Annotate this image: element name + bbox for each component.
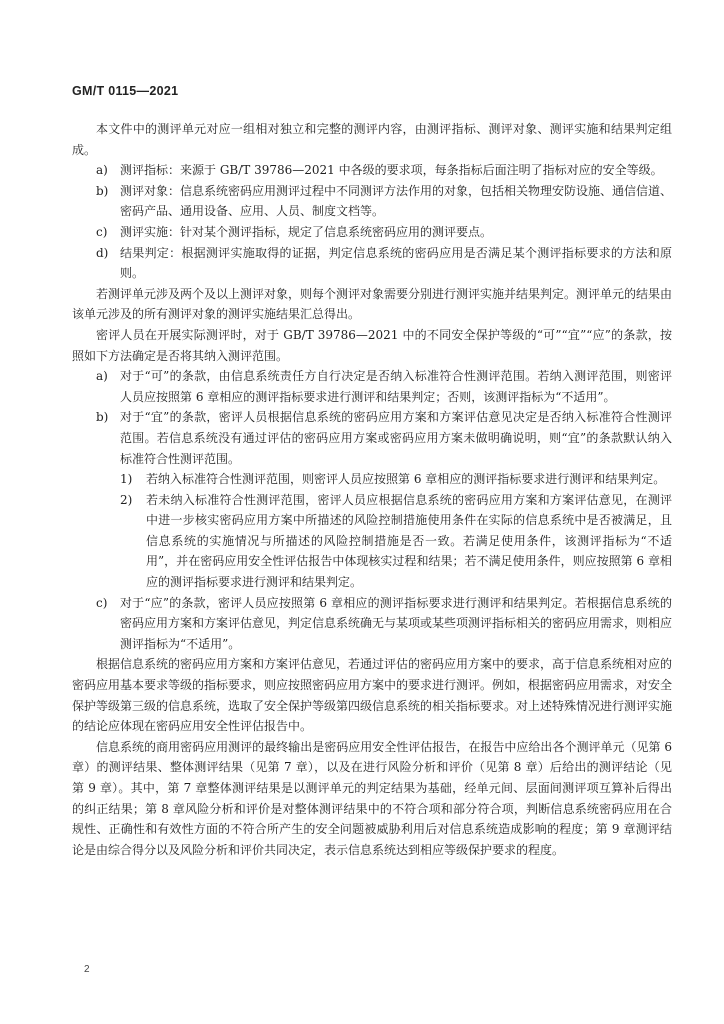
list-item: [72, 366, 672, 407]
list-item: [72, 243, 672, 284]
list-item-label: a): [96, 369, 108, 384]
list-item: [72, 407, 672, 469]
paragraph-final-output: 信息系统的商用密码应用测评的最终输出是密码应用安全性评估报告，在报告中应给出各个测评单元（见第 6 章）的测评结果、整体测评结果（见第 7 章），以及在进行风险分析和评价（见第 8 章）后给出的测评结论（见第 9 章）。其中，第 7 章整体测评结果是以测评单元的判定结果为基础，经单元间、层面间测评项互算补后得出的纠正结果；第 8 章风险分析和评价是对整体测评结果中的不符合项和部分符合项，判断信息系统密码应用在合规性、正确性和有效性方面的不符合所产生的安全问题被威胁利用后对信息系统造成影响的程度；第 9 章测评结论是由综合得分以及风险分析和评价共同决定，表示信息系统达到相应等级保护要求的程度。: [72, 739, 672, 857]
list-item: [72, 181, 672, 222]
list-item: [72, 593, 672, 655]
sub-list-item-label: 2): [120, 492, 133, 507]
list-item-text: 对于“宜”的条款，密评人员根据信息系统的密码应用方案和方案评估意见决定是否纳入标准符合性测评范围。若信息系统没有通过评估的密码应用方案或密码应用方案未做明确说明，则“宜”的条款默认纳入标准符合性测评范围。: [120, 410, 672, 466]
paragraph-multiple-objects: 若测评单元涉及两个及以上测评对象，则每个测评对象需要分别进行测评实施并结果判定。测评单元的结果由该单元涉及的所有测评对象的测评实施结果汇总得出。: [72, 286, 673, 322]
sub-list-item: [72, 490, 672, 593]
list-item-text: 结果判定：根据测评实施取得的证据，判定信息系统的密码应用是否满足某个测评指标要求的方法和原则。: [120, 245, 672, 281]
sub-list-item-text: 若纳入标准符合性测评范围，则密评人员应按照第 6 章相应的测评指标要求进行测评和结果判定。: [146, 472, 666, 487]
list-item-label: a): [96, 163, 108, 178]
list-item-label: b): [96, 183, 109, 198]
paragraph-clause-scope: 密评人员在开展实际测评时，对于 GB/T 39786—2021 中的不同安全保护等级的“可”“宜”“应”的条款，按照如下方法确定是否将其纳入测评范围。: [72, 327, 672, 363]
sub-list-item-label: 1): [120, 472, 133, 487]
standard-code-header: GM/T 0115—2021: [72, 84, 179, 98]
list-item: [72, 160, 672, 181]
list-item-text: 测评对象：信息系统密码应用测评过程中不同测评方法作用的对象，包括相关物理安防设施、通信信道、密码产品、通用设备、应用、人员、制度文档等。: [120, 183, 673, 219]
list-item-text: 测评指标：来源于 GB/T 39786—2021 中各级的要求项，每条指标后面注明了指标对应的安全等级。: [120, 163, 663, 178]
list-item-label: b): [96, 410, 109, 425]
sub-list-item-text: 若未纳入标准符合性测评范围，密评人员应根据信息系统的密码应用方案和方案评估意见，在测评中进一步核实密码应用方案中所描述的风险控制措施使用条件在实际的信息系统中是否被满足，且信息系统的实施情况与所描述的风险控制措施是否一致。若满足使用条件，该测评指标为“不适用”，并在密码应用安全性评估报告中体现核实过程和结果；若不满足使用条件，则应按照第 6 章相应的测评指标要求进行测评和结果判定。: [146, 492, 672, 590]
list-item-text: 对于“应”的条款，密评人员应按照第 6 章相应的测评指标要求进行测评和结果判定。若根据信息系统的密码应用方案和方案评估意见，判定信息系统确无与某项或某些项测评指标相关的密码应用需求，则相应测评指标为“不适用”。: [120, 595, 673, 651]
paragraph-higher-requirements: 根据信息系统的密码应用方案和方案评估意见，若通过评估的密码应用方案中的要求，高于信息系统相对应的密码应用基本要求等级的指标要求，则应按照密码应用方案中的要求进行测评。例如，根据密码应用需求，对安全保护等级第三级的信息系统，选取了安全保护等级第四级信息系统的相关指标要求。对上述特殊情况进行测评实施的结论应体现在密码应用安全性评估报告中。: [72, 657, 673, 734]
list-item-text: 测评实施：针对某个测评指标，规定了信息系统密码应用的测评要点。: [120, 224, 493, 239]
sub-list-item: [72, 469, 672, 490]
paragraph-test-unit-intro: 本文件中的测评单元对应一组相对独立和完整的测评内容，由测评指标、测评对象、测评实施和结果判定组成。: [72, 122, 672, 157]
list-item-label: c): [96, 224, 108, 239]
list-item: [72, 222, 672, 243]
list-item-label: c): [96, 595, 108, 610]
list-item-label: d): [96, 245, 109, 260]
document-body: [72, 119, 672, 860]
list-item-text: 对于“可”的条款，由信息系统责任方自行决定是否纳入标准符合性测评范围。若纳入测评范围，则密评人员应按照第 6 章相应的测评指标要求进行测评和结果判定；否则，该测评指标为“不适用”。: [120, 369, 672, 404]
page-number: 2: [84, 964, 90, 975]
